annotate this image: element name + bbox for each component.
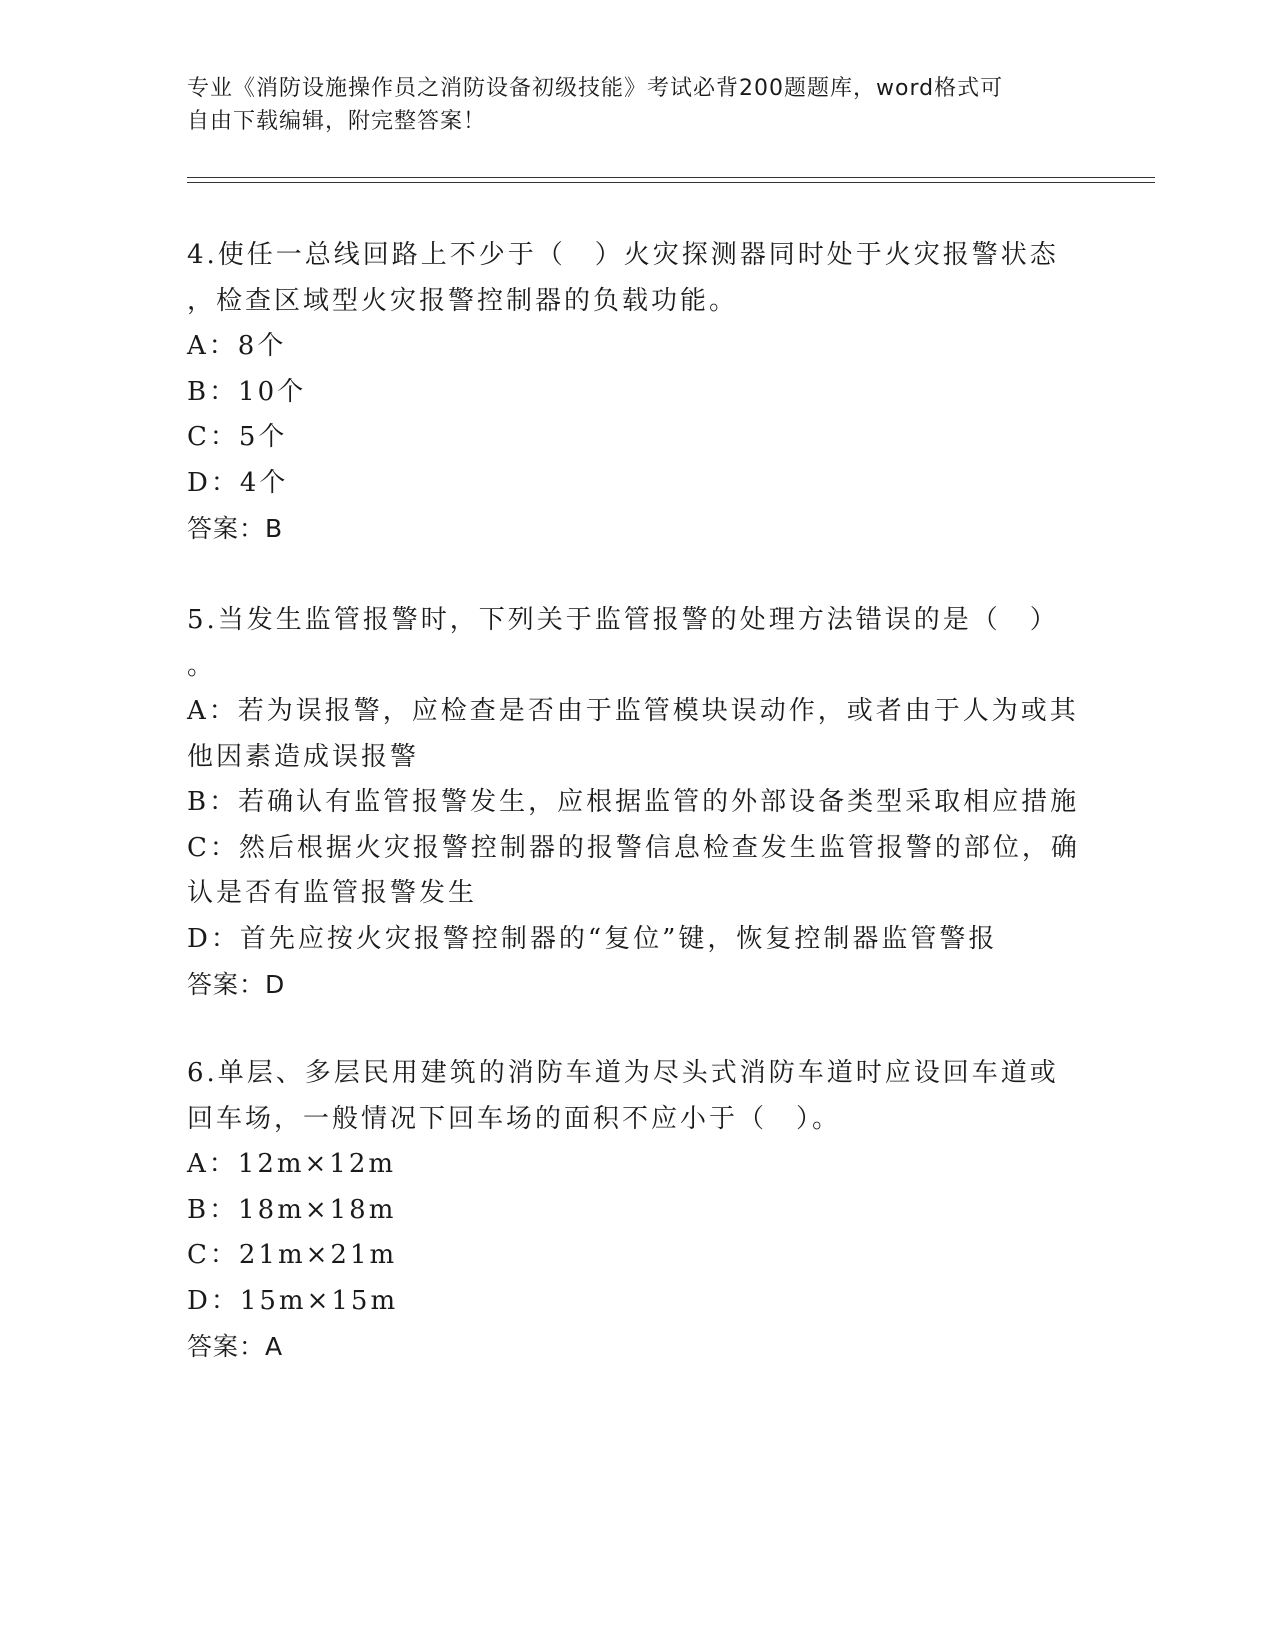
- question-stem-line: ，检查区域型火灾报警控制器的负载功能。: [187, 285, 739, 316]
- option-b: B：10个: [187, 376, 307, 407]
- answer-label: 答案：A: [187, 1332, 284, 1361]
- header-line-2: 自由下载编辑，附完整答案！: [187, 109, 487, 134]
- question-stem-line: 4.使任一总线回路上不少于（ ）火灾探测器同时处于火灾报警状态: [187, 240, 1059, 270]
- question-6: [187, 1051, 1077, 1370]
- option-d: D：首先应按火灾报警控制器的“复位”键，恢复控制器监管警报: [187, 923, 998, 954]
- question-4: [187, 233, 1077, 552]
- answer-label: 答案：D: [187, 970, 286, 999]
- option-a: A：若为误报警，应检查是否由于监管模块误动作，或者由于人为或其: [187, 696, 1079, 726]
- option-b: B：18m×18m: [187, 1194, 397, 1225]
- option-c: C：然后根据火灾报警控制器的报警信息检查发生监管报警的部位，确: [187, 832, 1080, 863]
- option-d: D：4个: [187, 467, 289, 498]
- header-line-1: 专业《消防设施操作员之消防设备初级技能》考试必背200题题库，word格式可: [187, 76, 1004, 101]
- header-divider-top: [187, 177, 1155, 178]
- document-header: [187, 72, 1077, 138]
- question-5: [187, 598, 1080, 1008]
- option-c: C：21m×21m: [187, 1240, 398, 1270]
- question-stem-line: 回车场，一般情况下回车场的面积不应小于（ ）。: [187, 1103, 842, 1134]
- answer-label: 答案：B: [187, 514, 284, 543]
- question-stem-line: 5.当发生监管报警时，下列关于监管报警的处理方法错误的是（ ）: [187, 605, 1059, 635]
- option-b: B：若确认有监管报警发生，应根据监管的外部设备类型采取相应措施: [187, 787, 1080, 817]
- option-a-continued: 他因素造成误报警: [187, 741, 420, 772]
- option-d: D：15m×15m: [187, 1285, 399, 1316]
- question-stem-line: 6.单层、多层民用建筑的消防车道为尽头式消防车道时应设回车道或: [187, 1058, 1059, 1088]
- option-c: C：5个: [187, 422, 288, 452]
- question-stem-line: 。: [187, 650, 217, 681]
- header-divider-bottom: [187, 182, 1155, 183]
- option-a: A：8个: [187, 331, 287, 361]
- option-a: A：12m×12m: [187, 1149, 397, 1179]
- option-c-continued: 认是否有监管报警发生: [187, 878, 478, 908]
